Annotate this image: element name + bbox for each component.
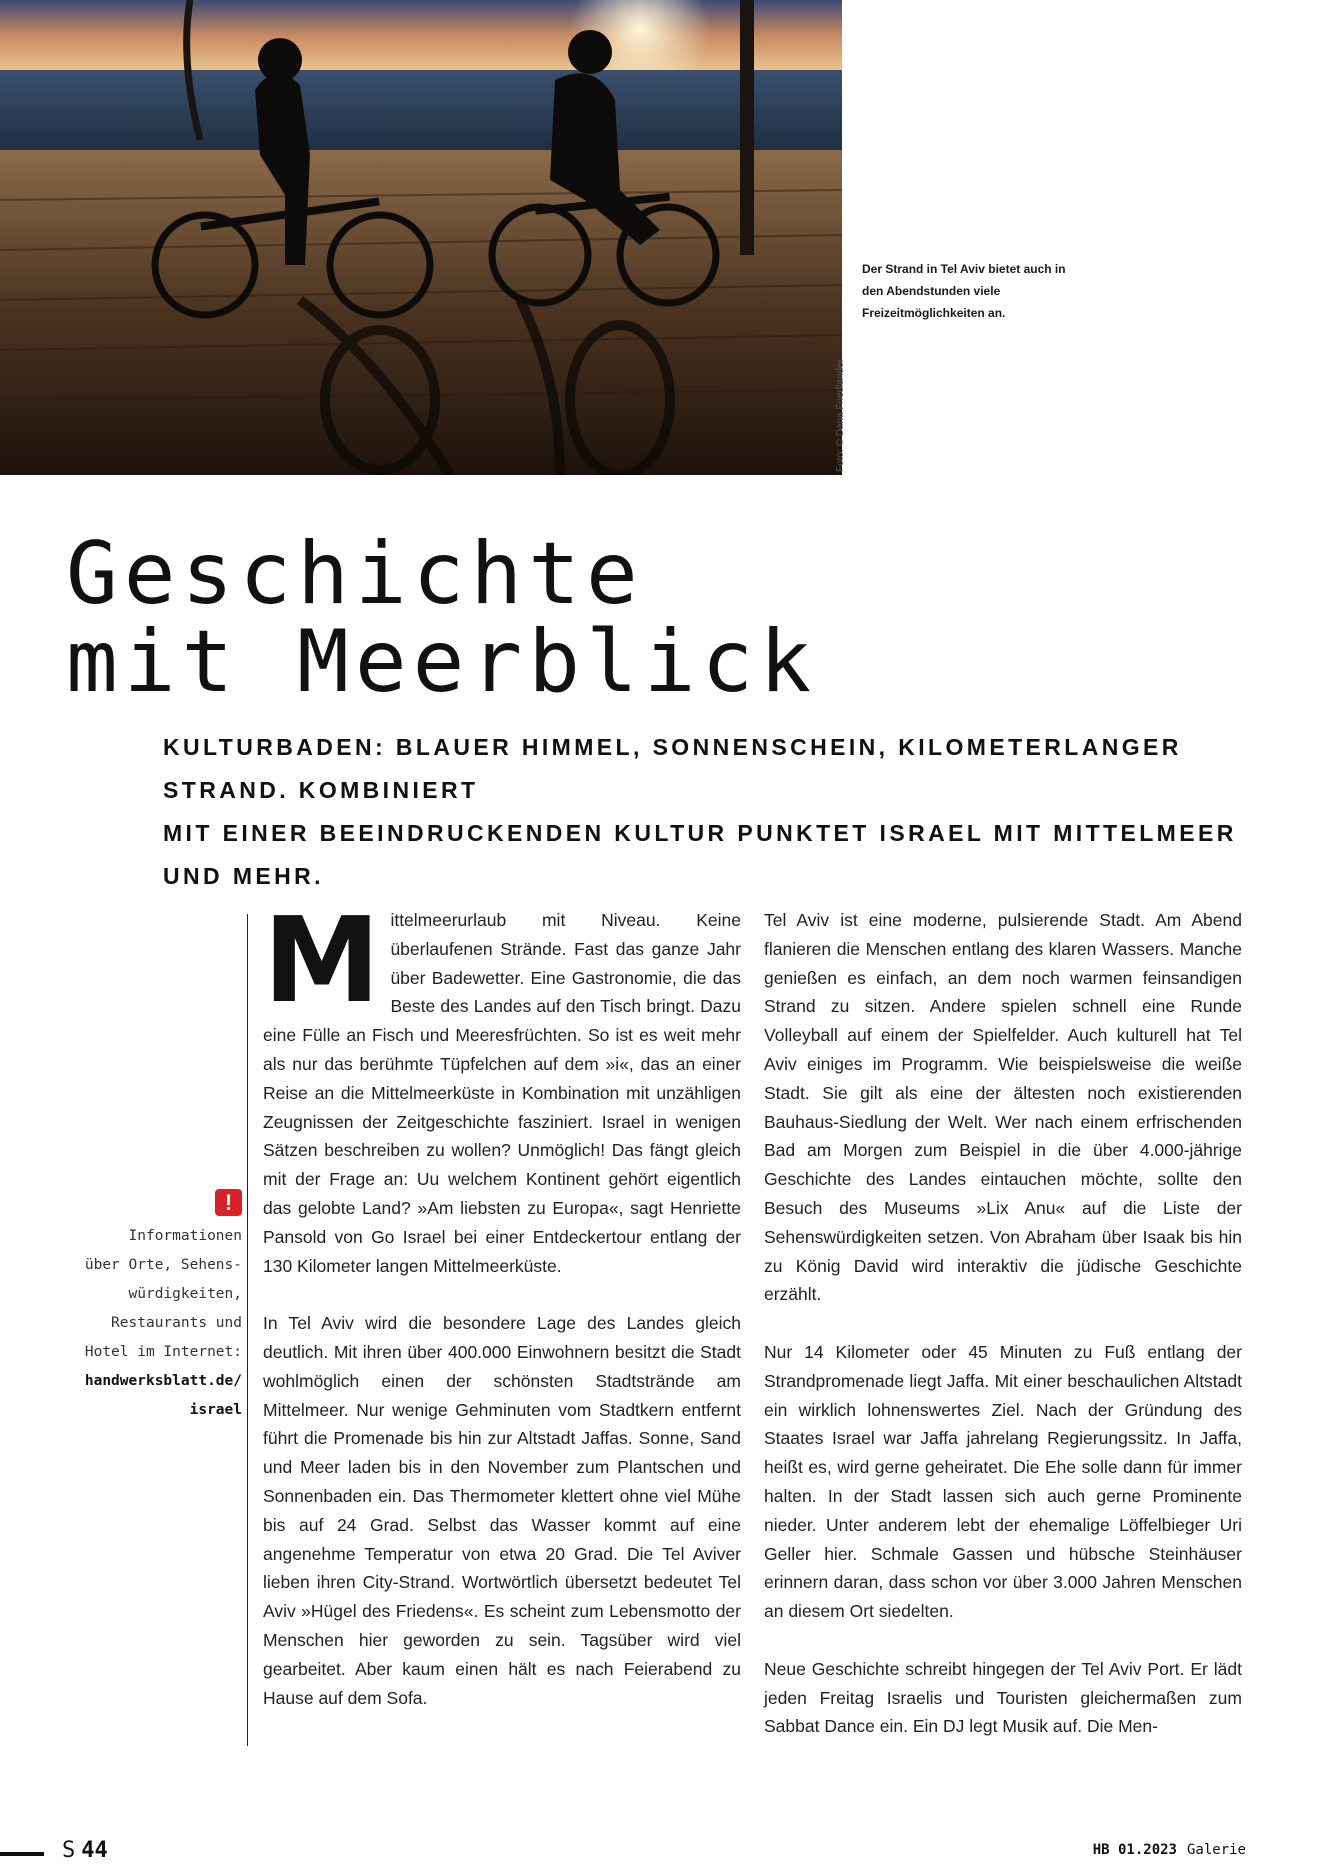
footer-rule <box>0 1852 44 1856</box>
issue-label <box>1093 1842 1246 1858</box>
column-divider <box>247 914 248 1746</box>
info-line: Restaurants und <box>111 1315 242 1331</box>
article-column-2 <box>764 906 1242 1770</box>
title-line-2: mit Meerblick <box>66 612 818 712</box>
paragraph: Tel Aviv ist eine moderne, pulsierende Stadt. Am Abend flanieren die Menschen entlang des klaren Wassers. Manche genießen es einfach, an dem noch warmen feinsandigen Strand zu sitzen. Andere spielen schnell eine Runde Volleyball auf einem der Spielfelder. Auch kulturell hat Tel Aviv einiges im Programm. Wie beispielsweise die weiße Stadt. Sie gilt als eine der ältesten noch existierenden Bauhaus-Siedlung der Welt. Wer nach einem erfrischenden Bad am Morgen zum Beispiel in die über 4.000-jährige Geschichte des Landes eintauchen möchte, sollte den Besuch des Museums »Lix Anu« auf die Liste der Sehenswürdigkeiten setzen. Von Abraham über Isaak bis hin zu König David wird interaktiv die jüdische Geschichte erzählt. <box>764 910 1242 1305</box>
paragraph <box>263 891 741 1280</box>
article-subtitle <box>163 726 1243 898</box>
hero-photo <box>0 0 842 475</box>
paragraph-text: ittelmeerurlaub mit Niveau. Keine überlaufenen Strände. Fast das ganze Jahr über Badewetter. Eine Gastronomie, die das Beste des Landes auf den Tisch bringt. Dazu eine Fülle an Fisch und Meeresfrüchten. So ist es weit mehr als nur das berühmte Tüpfelchen auf dem »i«, das an einer Reise an die Mittelmeerküste in Kombination mit unzähligen Zeugnissen der Zeitgeschichte fasziniert. Israel in wenigen Sätzen beschreiben zu wollen? Unmöglich! Das fängt gleich mit der Frage an: Uu welchem Kontinent gehört eigentlich das gelobte Land? »Am liebsten zu Europa«, sagt Henriette Pansold von Go Israel bei einer Entdeckertour entlang der 130 Kilometer langen Mittelmeerküste. <box>263 910 741 1276</box>
page-prefix: S <box>62 1838 76 1863</box>
photo-caption: Der Strand in Tel Aviv bietet auch in den Abendstunden viele Freizeitmöglichkeiten an. <box>862 262 1066 320</box>
subtitle-line-1: KULTURBADEN: BLAUER HIMMEL, SONNENSCHEIN, KILOMETERLANGER STRAND. KOMBINIERT <box>163 734 1182 803</box>
paragraph: Nur 14 Kilometer oder 45 Minuten zu Fuß entlang der Strandpromenade liegt Jaffa. Mit einer beschaulichen Altstadt ein wirklich lohnenswertes Ziel. Nach der Gründung des Staates Israel war Jaffa jahrelang Regierungssitz. In Jaffa, heißt es, wird gerne geheiratet. Die Ehe solle dann für immer halten. In der Stadt lassen sich auch gerne Prominente nieder. Unter anderem lebt der ehemalige Löffelbieger Uri Geller hier. Schmale Gassen und hübsche Steinhäuser erinnern daran, dass schon vor über 3.000 Jahren Menschen an diesem Ort siedelten. <box>764 1341 1242 1622</box>
page-number <box>62 1838 108 1863</box>
info-link[interactable]: handwerksblatt.de/ <box>84 1373 242 1389</box>
title-line-1: Geschichte <box>66 524 644 624</box>
info-box <box>40 1222 242 1425</box>
drop-cap: M <box>263 891 381 1029</box>
info-line: Hotel im Internet: <box>84 1344 242 1360</box>
issue-number: HB 01.2023 <box>1092 1842 1177 1858</box>
info-line: über Orte, Sehens- <box>84 1257 242 1273</box>
photo-credit: Foto: © Dana Friedlander <box>835 359 846 472</box>
article-column-1 <box>263 891 741 1741</box>
alert-icon: ! <box>215 1189 242 1216</box>
paragraph: In Tel Aviv wird die besondere Lage des Landes gleich deutlich. Mit ihren über 400.000 Einwohnern besitzt die Stadt wohlmöglich einen der schönsten Stadtstrände am Mittelmeer. Nur wenige Gehminuten vom Stadtkern entfernt führt die Promenade bis hin zur Altstadt Jaffas. Sonne, Sand und Meer laden bis in den November zum Plantschen und Sonnenbaden ein. Das Thermometer klettert ohne viel Mühe bis auf 24 Grad. Selbst das Wasser kommt auf eine angenehme Temperatur von etwa 20 Grad. Die Tel Aviver lieben ihren City-Strand. Wortwörtlich übersetzt bedeutet Tel Aviv »Hügel des Friedens«. Es scheint zum Lebensmotto der Menschen hier geworden zu sein. Tagsüber wird viel gearbeitet. Aber kaum einen hält es nach Feierabend zu Hause auf dem Sofa. <box>263 1313 741 1708</box>
info-line: Informationen <box>128 1228 242 1244</box>
subtitle-line-2: MIT EINER BEEINDRUCKENDEN KULTUR PUNKTET ISRAEL MIT MITTELMEER UND MEHR. <box>163 820 1237 889</box>
article-title <box>66 524 818 712</box>
info-line: würdigkeiten, <box>128 1286 242 1302</box>
section-name: Galerie <box>1186 1842 1246 1858</box>
info-link[interactable]: israel <box>189 1402 242 1418</box>
page-number-value: 44 <box>81 1838 108 1863</box>
paragraph: Neue Geschichte schreibt hingegen der Tel Aviv Port. Er lädt jeden Freitag Israelis und Touristen gleichermaßen zum Sabbat Dance ein. Ein DJ legt Musik auf. Die Men- <box>764 1658 1242 1737</box>
